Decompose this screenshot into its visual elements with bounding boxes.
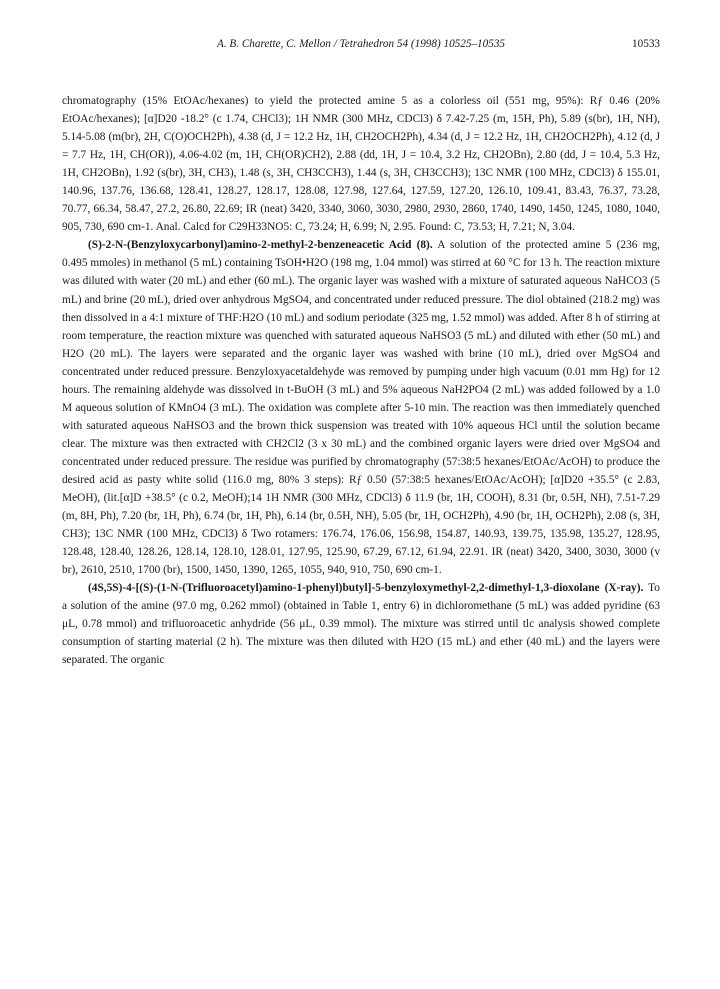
paragraph-text: chromatography (15% EtOAc/hexanes) to yield the protected amine 5 as a colorless oil (551 mg, 95%): Rƒ 0.46 (20% EtOAc/hexanes); [α]D20 -18.2° (c 1.74, CHCl3); 1H NMR (300 MHz, CDCl3) δ 7.42-7.25 (m, 15H, Ph), 5.89 (s(br), 1H, NH), 5.14-5.08 (m(br), 2H, C(O)OCH2Ph), 4.38 (d, J = 12.2 Hz, 1H, CH2OCH2Ph), 4.34 (d, J = 12.2 Hz, 1H, CH2OCH2Ph), 4.12 (d, J = 7.7 Hz, 1H, CH(OR)), 4.06-4.02 (m, 1H, CH(OR)CH2), 2.88 (dd, 1H, J = 10.4, 3.2 Hz, CH2OBn), 2.80 (dd, J = 10.4, 5.3 Hz, 1H, CH2OBn), 1.92 (s(br), 3H, CH3), 1.48 (s, 3H, CH3CCH3), 1.44 (s, 3H, CH3CCH3); 13C NMR (100 MHz, CDCl3) δ 155.01, 140.96, 137.76, 136.68, 128.41, 128.27, 128.17, 128.08, 127.98, 127.64, 127.59, 127.20, 126.10, 109.41, 83.43, 76.37, 73.28, 70.77, 66.34, 58.47, 27.2, 26.80, 22.69; IR (neat) 3420, 3340, 3060, 3030, 2980, 2930, 2860, 1740, 1490, 1450, 1245, 1080, 1040, 905, 730, 690 cm-1. Anal. Calcd for C29H33NO5: C, 73.24; H, 6.99; N, 2.95. Found: C, 73.53; H, 7.21; N, 3.04. (62, 95, 660, 234)
article-body (62, 92, 660, 670)
compound-heading: (4S,5S)-4-[(S)-(1-N-(Trifluoroacetyl)amino-1-phenyl)butyl]-5-benzyloxymethyl-2,2-dimethyl-1,3-dioxolane (X-ray). (88, 582, 644, 595)
compound-heading: (S)-2-N-(Benzyloxycarbonyl)amino-2-methyl-2-benzeneacetic Acid (8). (88, 239, 433, 252)
paragraph-amine-5-characterization (62, 92, 660, 236)
paragraph-acid-8-procedure (62, 236, 660, 579)
paragraph-dioxolane-procedure (62, 579, 660, 669)
page-header (62, 38, 660, 54)
page-number: 10533 (632, 38, 660, 50)
running-head: A. B. Charette, C. Mellon / Tetrahedron 54 (1998) 10525–10535 (216, 38, 506, 50)
paragraph-text: A solution of the protected amine 5 (236 mg, 0.495 mmoles) in methanol (5 mL) containing TsOH•H2O (198 mg, 1.04 mmol) was stirred at 60 °C for 13 h. The reaction mixture was diluted with water (20 mL) and ether (60 mL). The organic layer was washed with a mixture of saturated aqueous NaHCO3 (5 mL) and brine (20 mL), dried over anhydrous MgSO4, and concentrated under reduced pressure. The diol obtained (218.2 mg) was then dissolved in a 4:1 mixture of THF:H2O (10 mL) and sodium periodate (325 mg, 1.52 mmol) was added. After 8 h of stirring at room temperature, the reaction mixture was quenched with saturated aqueous NaHSO3 (5 mL) and diluted with ether (50 mL) and H2O (20 mL). The layers were separated and the organic layer was washed with brine (10 mL), dried over MgSO4 and concentrated under reduced pressure. Benzyloxyacetaldehyde was removed by pumping under high vacuum (0.01 mm Hg) for 12 hours. The remaining aldehyde was dissolved in t-BuOH (3 mL) and 5% aqueous NaH2PO4 (2 mL) was added followed by a 1.0 M aqueous solution of KMnO4 (3 mL). The oxidation was complete after 5-10 min. The reaction was then immediately quenched with saturated aqueous NaHSO3 and the brown thick suspension was treated with 10% aqueous HCl until the solution became clear. The mixture was then extracted with CH2Cl2 (3 x 30 mL) and the combined organic layers were dried over MgSO4 and concentrated under reduced pressure. The residue was purified by chromatography (57:38:5 hexanes/EtOAc/AcOH) to produce the desired acid as pasty white solid (116.0 mg, 80% 3 steps): Rƒ 0.50 (57:38:5 hexanes/EtOAc/AcOH); [α]D20 +35.5° (c 2.83, MeOH), (lit.[α]D +38.5° (c 0.2, MeOH);14 1H NMR (300 MHz, CDCl3) δ 11.9 (br, 1H, COOH), 8.31 (br, 0.5H, NH), 7.51-7.29 (m, 8H, Ph), 7.20 (br, 1H, Ph), 6.74 (br, 1H, Ph), 6.14 (br, 0.5H, NH), 5.05 (br, 1H, OCH2Ph), 4.90 (br, 1H, OCH2Ph), 2.08 (s, 3H, CH3); 13C NMR (100 MHz, CDCl3) δ Two rotamers: 176.74, 176.06, 156.98, 154.87, 140.93, 139.75, 135.98, 135.27, 128.95, 128.48, 128.40, 128.26, 128.14, 128.10, 128.01, 127.95, 125.90, 67.29, 67.12, 61.94, 22.91. IR (neat) 3420, 3400, 3030, 3000 (v br), 2610, 2510, 1700 (br), 1500, 1450, 1390, 1265, 1055, 940, 910, 750, 690 cm-1. (62, 239, 660, 577)
paragraph-text: To a solution of the amine (97.0 mg, 0.262 mmol) (obtained in Table 1, entry 6) in dichloromethane (5 mL) was added pyridine (63 μL, 0.78 mmol) and trifluoroacetic anhydride (56 μL, 0.39 mmol). The mixture was stirred until tlc analysis showed complete consumption of starting material (2 h). The mixture was then diluted with H2O (15 mL) and ether (40 mL) and the layers were separated. The organic (62, 582, 660, 667)
